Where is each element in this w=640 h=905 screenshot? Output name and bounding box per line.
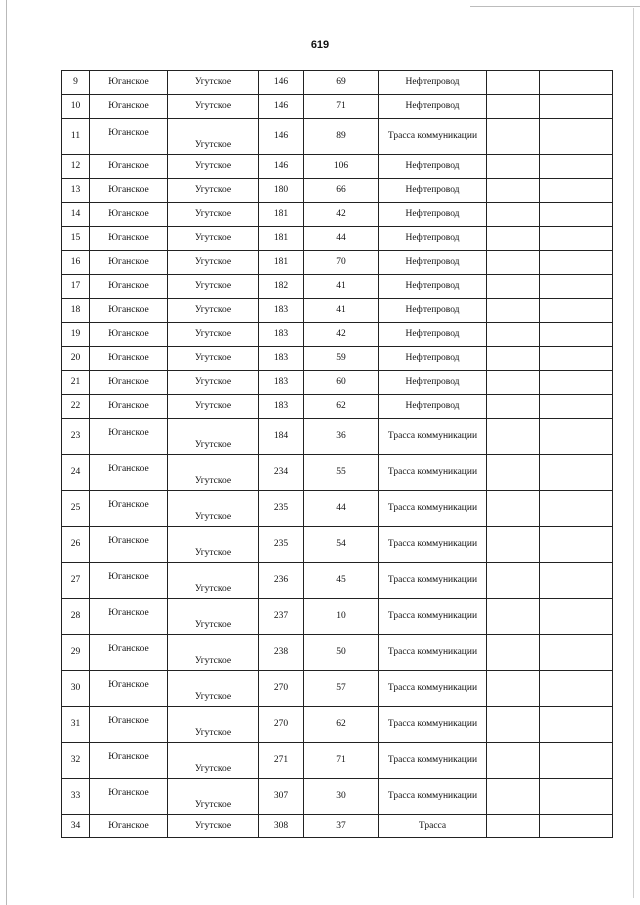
purpose-cell: Нефтепровод xyxy=(379,251,487,275)
purpose-cell: Нефтепровод xyxy=(379,395,487,419)
row-number-cell: 16 xyxy=(62,251,90,275)
plot-number-cell: 45 xyxy=(304,563,379,599)
plot-number-cell: 62 xyxy=(304,395,379,419)
scan-edge-top xyxy=(470,6,640,7)
row-number-cell: 25 xyxy=(62,491,90,527)
district-cell: Юганское xyxy=(90,155,168,179)
empty-cell-b xyxy=(540,455,613,491)
plot-number-cell: 62 xyxy=(304,707,379,743)
field-cell: Угутское xyxy=(168,323,259,347)
district-cell: Юганское xyxy=(90,227,168,251)
empty-cell-b xyxy=(540,371,613,395)
table-row xyxy=(62,779,613,815)
purpose-cell: Нефтепровод xyxy=(379,179,487,203)
purpose-cell: Нефтепровод xyxy=(379,203,487,227)
table-row xyxy=(62,371,613,395)
purpose-cell: Трасса коммуникации xyxy=(379,491,487,527)
block-number-cell: 183 xyxy=(259,299,304,323)
district-cell: Юганское xyxy=(90,371,168,395)
block-number-cell: 235 xyxy=(259,527,304,563)
plot-number-cell: 54 xyxy=(304,527,379,563)
field-cell: Угутское xyxy=(168,527,259,563)
empty-cell-b xyxy=(540,779,613,815)
empty-cell-b xyxy=(540,707,613,743)
empty-cell-a xyxy=(487,371,540,395)
field-cell: Угутское xyxy=(168,71,259,95)
block-number-cell: 270 xyxy=(259,671,304,707)
plot-number-cell: 10 xyxy=(304,599,379,635)
empty-cell-a xyxy=(487,527,540,563)
empty-cell-b xyxy=(540,743,613,779)
block-number-cell: 146 xyxy=(259,95,304,119)
table-row xyxy=(62,455,613,491)
block-number-cell: 182 xyxy=(259,275,304,299)
table-row xyxy=(62,251,613,275)
empty-cell-b xyxy=(540,155,613,179)
district-cell: Юганское xyxy=(90,491,168,527)
plot-number-cell: 44 xyxy=(304,491,379,527)
empty-cell-b xyxy=(540,395,613,419)
empty-cell-a xyxy=(487,179,540,203)
empty-cell-a xyxy=(487,635,540,671)
empty-cell-a xyxy=(487,419,540,455)
empty-cell-b xyxy=(540,815,613,838)
district-cell: Юганское xyxy=(90,203,168,227)
plot-number-cell: 50 xyxy=(304,635,379,671)
purpose-cell: Нефтепровод xyxy=(379,347,487,371)
plot-number-cell: 60 xyxy=(304,371,379,395)
plot-number-cell: 37 xyxy=(304,815,379,838)
plot-number-cell: 106 xyxy=(304,155,379,179)
row-number-cell: 29 xyxy=(62,635,90,671)
plot-number-cell: 71 xyxy=(304,743,379,779)
field-cell: Угутское xyxy=(168,815,259,838)
empty-cell-b xyxy=(540,347,613,371)
block-number-cell: 183 xyxy=(259,323,304,347)
field-cell: Угутское xyxy=(168,275,259,299)
empty-cell-a xyxy=(487,227,540,251)
row-number-cell: 23 xyxy=(62,419,90,455)
block-number-cell: 181 xyxy=(259,251,304,275)
field-cell: Угутское xyxy=(168,635,259,671)
district-cell: Юганское xyxy=(90,563,168,599)
row-number-cell: 9 xyxy=(62,71,90,95)
purpose-cell: Нефтепровод xyxy=(379,323,487,347)
plot-number-cell: 30 xyxy=(304,779,379,815)
row-number-cell: 12 xyxy=(62,155,90,179)
table-body xyxy=(62,71,613,838)
purpose-cell: Нефтепровод xyxy=(379,71,487,95)
field-cell: Угутское xyxy=(168,203,259,227)
block-number-cell: 183 xyxy=(259,371,304,395)
empty-cell-b xyxy=(540,491,613,527)
block-number-cell: 146 xyxy=(259,119,304,155)
empty-cell-a xyxy=(487,743,540,779)
row-number-cell: 24 xyxy=(62,455,90,491)
scan-edge-left xyxy=(6,0,7,905)
empty-cell-a xyxy=(487,563,540,599)
field-cell: Угутское xyxy=(168,299,259,323)
empty-cell-a xyxy=(487,155,540,179)
field-cell: Угутское xyxy=(168,227,259,251)
purpose-cell: Трасса коммуникации xyxy=(379,119,487,155)
row-number-cell: 15 xyxy=(62,227,90,251)
field-cell: Угутское xyxy=(168,455,259,491)
table-row xyxy=(62,275,613,299)
district-cell: Юганское xyxy=(90,299,168,323)
empty-cell-b xyxy=(540,635,613,671)
table-row xyxy=(62,599,613,635)
district-cell: Юганское xyxy=(90,779,168,815)
empty-cell-a xyxy=(487,779,540,815)
district-cell: Юганское xyxy=(90,743,168,779)
district-cell: Юганское xyxy=(90,599,168,635)
district-cell: Юганское xyxy=(90,323,168,347)
district-cell: Юганское xyxy=(90,527,168,563)
plot-number-cell: 70 xyxy=(304,251,379,275)
table-row xyxy=(62,419,613,455)
field-cell: Угутское xyxy=(168,251,259,275)
plot-number-cell: 42 xyxy=(304,323,379,347)
field-cell: Угутское xyxy=(168,779,259,815)
plots-table xyxy=(61,70,613,838)
table-row xyxy=(62,527,613,563)
page-number: 619 xyxy=(310,39,330,51)
block-number-cell: 146 xyxy=(259,71,304,95)
purpose-cell: Трасса коммуникации xyxy=(379,743,487,779)
row-number-cell: 28 xyxy=(62,599,90,635)
row-number-cell: 33 xyxy=(62,779,90,815)
plot-number-cell: 59 xyxy=(304,347,379,371)
empty-cell-a xyxy=(487,707,540,743)
district-cell: Юганское xyxy=(90,95,168,119)
purpose-cell: Трасса коммуникации xyxy=(379,671,487,707)
block-number-cell: 234 xyxy=(259,455,304,491)
purpose-cell: Нефтепровод xyxy=(379,371,487,395)
row-number-cell: 30 xyxy=(62,671,90,707)
block-number-cell: 308 xyxy=(259,815,304,838)
empty-cell-a xyxy=(487,323,540,347)
purpose-cell: Трасса коммуникации xyxy=(379,779,487,815)
plot-number-cell: 66 xyxy=(304,179,379,203)
plot-number-cell: 57 xyxy=(304,671,379,707)
row-number-cell: 20 xyxy=(62,347,90,371)
field-cell: Угутское xyxy=(168,491,259,527)
table-row xyxy=(62,323,613,347)
plot-number-cell: 41 xyxy=(304,275,379,299)
table-row xyxy=(62,119,613,155)
block-number-cell: 271 xyxy=(259,743,304,779)
purpose-cell: Трасса коммуникации xyxy=(379,635,487,671)
row-number-cell: 10 xyxy=(62,95,90,119)
table-row xyxy=(62,179,613,203)
empty-cell-a xyxy=(487,815,540,838)
empty-cell-a xyxy=(487,491,540,527)
table-row xyxy=(62,299,613,323)
row-number-cell: 32 xyxy=(62,743,90,779)
block-number-cell: 146 xyxy=(259,155,304,179)
plot-number-cell: 71 xyxy=(304,95,379,119)
table-row xyxy=(62,347,613,371)
purpose-cell: Трасса коммуникации xyxy=(379,563,487,599)
purpose-cell: Трасса коммуникации xyxy=(379,599,487,635)
table-row xyxy=(62,203,613,227)
row-number-cell: 34 xyxy=(62,815,90,838)
table-row xyxy=(62,71,613,95)
plot-number-cell: 36 xyxy=(304,419,379,455)
row-number-cell: 13 xyxy=(62,179,90,203)
field-cell: Угутское xyxy=(168,563,259,599)
district-cell: Юганское xyxy=(90,455,168,491)
district-cell: Юганское xyxy=(90,635,168,671)
plot-number-cell: 89 xyxy=(304,119,379,155)
block-number-cell: 180 xyxy=(259,179,304,203)
plot-number-cell: 44 xyxy=(304,227,379,251)
row-number-cell: 18 xyxy=(62,299,90,323)
field-cell: Угутское xyxy=(168,155,259,179)
empty-cell-b xyxy=(540,323,613,347)
row-number-cell: 31 xyxy=(62,707,90,743)
empty-cell-a xyxy=(487,251,540,275)
field-cell: Угутское xyxy=(168,599,259,635)
district-cell: Юганское xyxy=(90,179,168,203)
empty-cell-b xyxy=(540,251,613,275)
empty-cell-b xyxy=(540,71,613,95)
table-row xyxy=(62,743,613,779)
block-number-cell: 184 xyxy=(259,419,304,455)
district-cell: Юганское xyxy=(90,119,168,155)
purpose-cell: Нефтепровод xyxy=(379,95,487,119)
block-number-cell: 237 xyxy=(259,599,304,635)
purpose-cell: Трасса коммуникации xyxy=(379,455,487,491)
row-number-cell: 14 xyxy=(62,203,90,227)
empty-cell-b xyxy=(540,671,613,707)
empty-cell-a xyxy=(487,347,540,371)
empty-cell-b xyxy=(540,275,613,299)
empty-cell-b xyxy=(540,227,613,251)
district-cell: Юганское xyxy=(90,251,168,275)
empty-cell-a xyxy=(487,71,540,95)
district-cell: Юганское xyxy=(90,347,168,371)
empty-cell-b xyxy=(540,299,613,323)
table-row xyxy=(62,707,613,743)
district-cell: Юганское xyxy=(90,71,168,95)
table-row xyxy=(62,155,613,179)
purpose-cell: Трасса xyxy=(379,815,487,838)
block-number-cell: 181 xyxy=(259,227,304,251)
purpose-cell: Нефтепровод xyxy=(379,275,487,299)
block-number-cell: 183 xyxy=(259,395,304,419)
plot-number-cell: 55 xyxy=(304,455,379,491)
empty-cell-a xyxy=(487,275,540,299)
purpose-cell: Нефтепровод xyxy=(379,227,487,251)
block-number-cell: 270 xyxy=(259,707,304,743)
purpose-cell: Нефтепровод xyxy=(379,155,487,179)
table-row xyxy=(62,635,613,671)
table-row xyxy=(62,671,613,707)
row-number-cell: 19 xyxy=(62,323,90,347)
empty-cell-a xyxy=(487,119,540,155)
empty-cell-b xyxy=(540,599,613,635)
purpose-cell: Нефтепровод xyxy=(379,299,487,323)
empty-cell-a xyxy=(487,455,540,491)
district-cell: Юганское xyxy=(90,419,168,455)
plot-number-cell: 42 xyxy=(304,203,379,227)
field-cell: Угутское xyxy=(168,671,259,707)
purpose-cell: Трасса коммуникации xyxy=(379,419,487,455)
table-row xyxy=(62,95,613,119)
empty-cell-a xyxy=(487,599,540,635)
district-cell: Юганское xyxy=(90,815,168,838)
empty-cell-a xyxy=(487,203,540,227)
block-number-cell: 307 xyxy=(259,779,304,815)
row-number-cell: 17 xyxy=(62,275,90,299)
plot-number-cell: 69 xyxy=(304,71,379,95)
field-cell: Угутское xyxy=(168,707,259,743)
table-row xyxy=(62,563,613,599)
empty-cell-b xyxy=(540,119,613,155)
empty-cell-a xyxy=(487,395,540,419)
block-number-cell: 236 xyxy=(259,563,304,599)
field-cell: Угутское xyxy=(168,743,259,779)
table-row xyxy=(62,227,613,251)
block-number-cell: 181 xyxy=(259,203,304,227)
table-row xyxy=(62,395,613,419)
plot-number-cell: 41 xyxy=(304,299,379,323)
scan-edge-right xyxy=(633,8,634,898)
field-cell: Угутское xyxy=(168,419,259,455)
row-number-cell: 22 xyxy=(62,395,90,419)
field-cell: Угутское xyxy=(168,119,259,155)
row-number-cell: 26 xyxy=(62,527,90,563)
row-number-cell: 21 xyxy=(62,371,90,395)
field-cell: Угутское xyxy=(168,395,259,419)
block-number-cell: 183 xyxy=(259,347,304,371)
empty-cell-b xyxy=(540,203,613,227)
empty-cell-a xyxy=(487,671,540,707)
field-cell: Угутское xyxy=(168,371,259,395)
field-cell: Угутское xyxy=(168,95,259,119)
row-number-cell: 11 xyxy=(62,119,90,155)
block-number-cell: 235 xyxy=(259,491,304,527)
field-cell: Угутское xyxy=(168,347,259,371)
block-number-cell: 238 xyxy=(259,635,304,671)
purpose-cell: Трасса коммуникации xyxy=(379,527,487,563)
empty-cell-a xyxy=(487,95,540,119)
district-cell: Юганское xyxy=(90,671,168,707)
empty-cell-b xyxy=(540,95,613,119)
district-cell: Юганское xyxy=(90,395,168,419)
empty-cell-b xyxy=(540,527,613,563)
district-cell: Юганское xyxy=(90,707,168,743)
empty-cell-b xyxy=(540,179,613,203)
purpose-cell: Трасса коммуникации xyxy=(379,707,487,743)
row-number-cell: 27 xyxy=(62,563,90,599)
table-row xyxy=(62,491,613,527)
district-cell: Юганское xyxy=(90,275,168,299)
field-cell: Угутское xyxy=(168,179,259,203)
table-row xyxy=(62,815,613,838)
empty-cell-b xyxy=(540,563,613,599)
empty-cell-a xyxy=(487,299,540,323)
empty-cell-b xyxy=(540,419,613,455)
